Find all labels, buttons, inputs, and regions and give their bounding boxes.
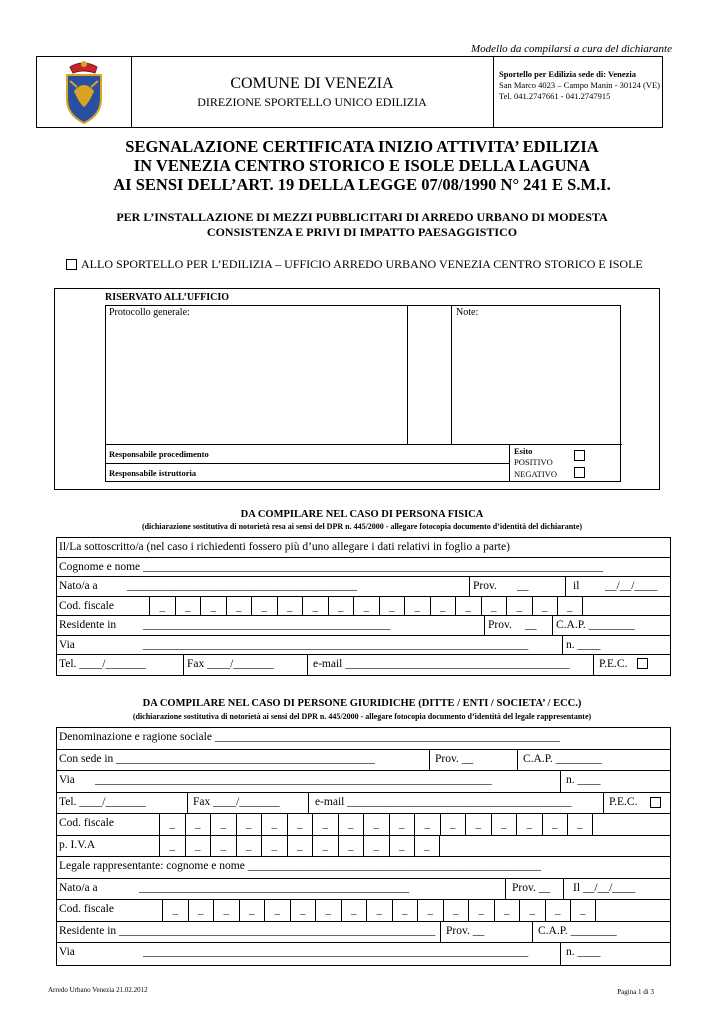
fisica-birthplace-label: Nato/a a <box>59 580 98 592</box>
giur-legale-cf-label: Cod. fiscale <box>59 903 114 915</box>
positivo-label: POSITIVO <box>514 457 553 467</box>
fisica-prov-label: Prov. <box>473 580 497 592</box>
giur-birth-date-field[interactable]: Il __/__/____ <box>573 881 636 894</box>
footer-left: Arredo Urbano Venezia 21.02.2012 <box>48 986 148 994</box>
giur-row-via <box>57 771 670 793</box>
giuridica-subheading: (dichiarazione sostitutiva di notorietà ai sensi del DPR n. 445/2000 - allegare fotocopia documento d’identità del legale rappresentante) <box>132 712 592 721</box>
giur-sede-prov-field[interactable]: Prov. __ <box>435 752 474 765</box>
fisica-date-label: il <box>573 580 580 592</box>
sportello-cell <box>493 57 663 127</box>
protocol-label: Protocollo generale: <box>109 307 190 318</box>
giuridica-form <box>56 727 671 966</box>
positivo-checkbox[interactable] <box>574 450 585 461</box>
giur-email-field[interactable]: e-mail _______________________________________ <box>315 795 572 808</box>
giur-via-field[interactable]: _____________________________________________________________________ <box>95 774 492 786</box>
title-line-1: SEGNALAZIONE CERTIFICATA INIZIO ATTIVITA’ EDILIZIA <box>125 137 599 156</box>
fisica-name-field[interactable]: Cognome e nome ________________________________________________________________________________ <box>59 560 603 573</box>
giur-row-denominazione[interactable] <box>57 728 670 750</box>
model-note: Modello da compilarsi a cura del dichiarante <box>470 43 672 55</box>
giur-cf-boxes[interactable]: _ _ _ _ _ _ _ _ _ _ _ _ _ _ _ _ _ <box>159 814 593 835</box>
fisica-date-field[interactable]: __/__/____ <box>605 580 658 592</box>
giur-number-field[interactable]: n. ____ <box>566 774 601 786</box>
giur-via2-label: Via <box>59 946 75 958</box>
giur-row-via2 <box>57 943 670 965</box>
fisica-heading: DA COMPILARE NEL CASO DI PERSONA FISICA <box>240 509 484 520</box>
fisica-res-prov-label: Prov. <box>488 619 512 631</box>
giur-cf-label: Cod. fiscale <box>59 817 114 829</box>
riservato-label: RISERVATO ALL’UFFICIO <box>105 292 230 303</box>
fisica-email-field[interactable]: e-mail _______________________________________ <box>313 658 570 670</box>
sportello-phone: Tel. 041.2747661 - 041.2747915 <box>499 91 611 101</box>
giur-row-cf2 <box>57 900 670 922</box>
giur-piva-boxes[interactable]: _ _ _ _ _ _ _ _ _ _ _ <box>159 836 440 857</box>
giur-birthplace-label: Nato/a a <box>59 881 98 894</box>
giur-row-birth <box>57 879 670 901</box>
sportello-option-label: ALLO SPORTELLO PER L’EDILIZIA – UFFICIO ARREDO URBANO VENEZIA CENTRO STORICO E ISOLE <box>81 257 643 271</box>
venezia-coat-of-arms-icon <box>37 57 131 127</box>
giur-row-sede <box>57 750 670 772</box>
giur-piva-label: p. I.V.A <box>59 838 96 851</box>
sportello-checkbox[interactable] <box>66 259 77 270</box>
giur-legale-cf-boxes[interactable]: _ _ _ _ _ _ _ _ _ _ _ _ _ _ _ _ _ <box>162 900 596 921</box>
giur-via2-field[interactable]: ___________________________________________________________________ <box>143 946 529 958</box>
header-box <box>36 56 663 128</box>
fisica-row-via <box>57 636 670 656</box>
giur-sede-field[interactable]: Con sede in _____________________________________________ <box>59 752 375 765</box>
fisica-pec-label: P.E.C. <box>599 658 628 670</box>
giur-row-residence <box>57 922 670 944</box>
fisica-residence-label: Residente in <box>59 619 117 631</box>
subtitle-line-1: PER L’INSTALLAZIONE DI MEZZI PUBBLICITARI DI ARREDO URBANO DI MODESTA <box>116 210 608 224</box>
subtitle-line-2: CONSISTENZA E PRIVI DI IMPATTO PAESAGGISTICO <box>206 225 518 239</box>
giur-via-label: Via <box>59 774 75 786</box>
title-line-2: IN VENEZIA CENTRO STORICO E ISOLE DELLA LAGUNA <box>133 156 591 175</box>
fisica-cf-boxes[interactable]: _ _ _ _ _ _ _ _ _ _ _ _ _ _ _ _ _ <box>149 597 583 616</box>
fisica-row-residence <box>57 616 670 636</box>
reserved-office-box <box>54 288 660 490</box>
negativo-label: NEGATIVO <box>514 469 557 479</box>
fisica-row-birth <box>57 577 670 597</box>
subtitle <box>0 210 724 240</box>
footer-page-number: Pagina 1 di 3 <box>617 988 654 996</box>
responsabili-cell <box>106 444 510 482</box>
giur-pec-checkbox[interactable] <box>650 797 661 808</box>
sportello-title: Sportello per Edilizia sede di: Venezia <box>499 69 637 79</box>
resp-procedimento-label: Responsabile procedimento <box>109 449 209 459</box>
giur-legale-field[interactable]: Legale rappresentante: cognome e nome ___________________________________________________ <box>59 860 541 872</box>
fisica-fax-field[interactable]: Fax ____/_______ <box>187 658 274 670</box>
fisica-pec-checkbox[interactable] <box>637 658 648 669</box>
fisica-row-cf <box>57 597 670 617</box>
main-title <box>0 137 724 194</box>
giur-row-contacts <box>57 793 670 815</box>
giur-row-piva <box>57 836 670 858</box>
esito-cell <box>510 444 622 482</box>
blank-cell <box>408 306 452 444</box>
negativo-checkbox[interactable] <box>574 467 585 478</box>
giur-residence-field[interactable]: Residente in _______________________________________________________ <box>59 924 436 937</box>
fisica-subheading: (dichiarazione sostitutiva di notorietà resa ai sensi del DPR n. 445/2000 - allegare fotocopia documento d’identità del dichiarante) <box>141 522 583 531</box>
fisica-number-field[interactable]: n. ____ <box>566 638 601 651</box>
sportello-address: San Marco 4023 – Campo Manin - 30124 (VE) <box>499 80 661 90</box>
note-label: Note: <box>456 307 479 318</box>
sportello-option <box>66 257 643 272</box>
giur-res-prov-field[interactable]: Prov. __ <box>446 924 485 937</box>
giur-pec-label: P.E.C. <box>609 795 638 808</box>
giur-row-legale[interactable] <box>57 857 670 879</box>
fisica-row-intro <box>57 538 670 558</box>
protocol-cell <box>106 306 408 444</box>
fisica-birthplace-field[interactable]: ________________________________________ <box>127 580 357 592</box>
giur-row-cf <box>57 814 670 836</box>
resp-istruttoria-label: Responsabile istruttoria <box>109 468 197 478</box>
fisica-cap-field[interactable]: C.A.P. ________ <box>556 619 635 631</box>
giur-birthplace-field[interactable]: _______________________________________________ <box>139 881 410 894</box>
reserved-office-inner <box>105 305 621 482</box>
giur-number2-field[interactable]: n. ____ <box>566 946 601 958</box>
giur-sede-cap-field[interactable]: C.A.P. ________ <box>523 752 602 765</box>
fisica-tel-field[interactable]: Tel. ____/_______ <box>59 658 146 670</box>
giur-fax-field[interactable]: Fax ____/_______ <box>193 795 280 808</box>
fisica-cf-label: Cod. fiscale <box>59 599 114 612</box>
giur-birth-prov-field[interactable]: Prov. __ <box>512 881 551 894</box>
giuridica-heading: DA COMPILARE NEL CASO DI PERSONE GIURIDICHE (DITTE / ENTI / SOCIETA’ / ECC.) <box>142 698 582 709</box>
fisica-prov-field[interactable]: __ <box>517 580 529 592</box>
fisica-residence-field[interactable]: ___________________________________________ <box>143 619 391 631</box>
direzione-title: DIREZIONE SPORTELLO UNICO EDILIZIA <box>197 95 427 109</box>
giur-denominazione-field[interactable]: Denominazione e ragione sociale ____________________________________________________________ <box>59 731 560 743</box>
comune-title: COMUNE DI VENEZIA <box>230 75 394 92</box>
logo-cell <box>37 57 132 127</box>
esito-label: Esito <box>514 446 533 456</box>
title-line-3: AI SENSI DELL’ART. 19 DELLA LEGGE 07/08/1990 N° 241 E S.M.I. <box>113 175 611 194</box>
giur-res-cap-field[interactable]: C.A.P. ________ <box>538 924 617 937</box>
fisica-row-contacts <box>57 655 670 675</box>
comune-cell <box>131 57 494 127</box>
fisica-row-name[interactable] <box>57 558 670 578</box>
fisica-via-field[interactable]: ___________________________________________________________________ <box>143 638 529 651</box>
fisica-form <box>56 537 671 676</box>
fisica-intro-text: Il/La sottoscritto/a (nel caso i richiedenti fossero più d’uno allegare i dati relativi in foglio a parte) <box>59 541 510 553</box>
fisica-via-label: Via <box>59 638 75 651</box>
giur-tel-field[interactable]: Tel. ____/_______ <box>59 795 146 808</box>
fisica-res-prov-field[interactable]: __ <box>525 619 537 631</box>
